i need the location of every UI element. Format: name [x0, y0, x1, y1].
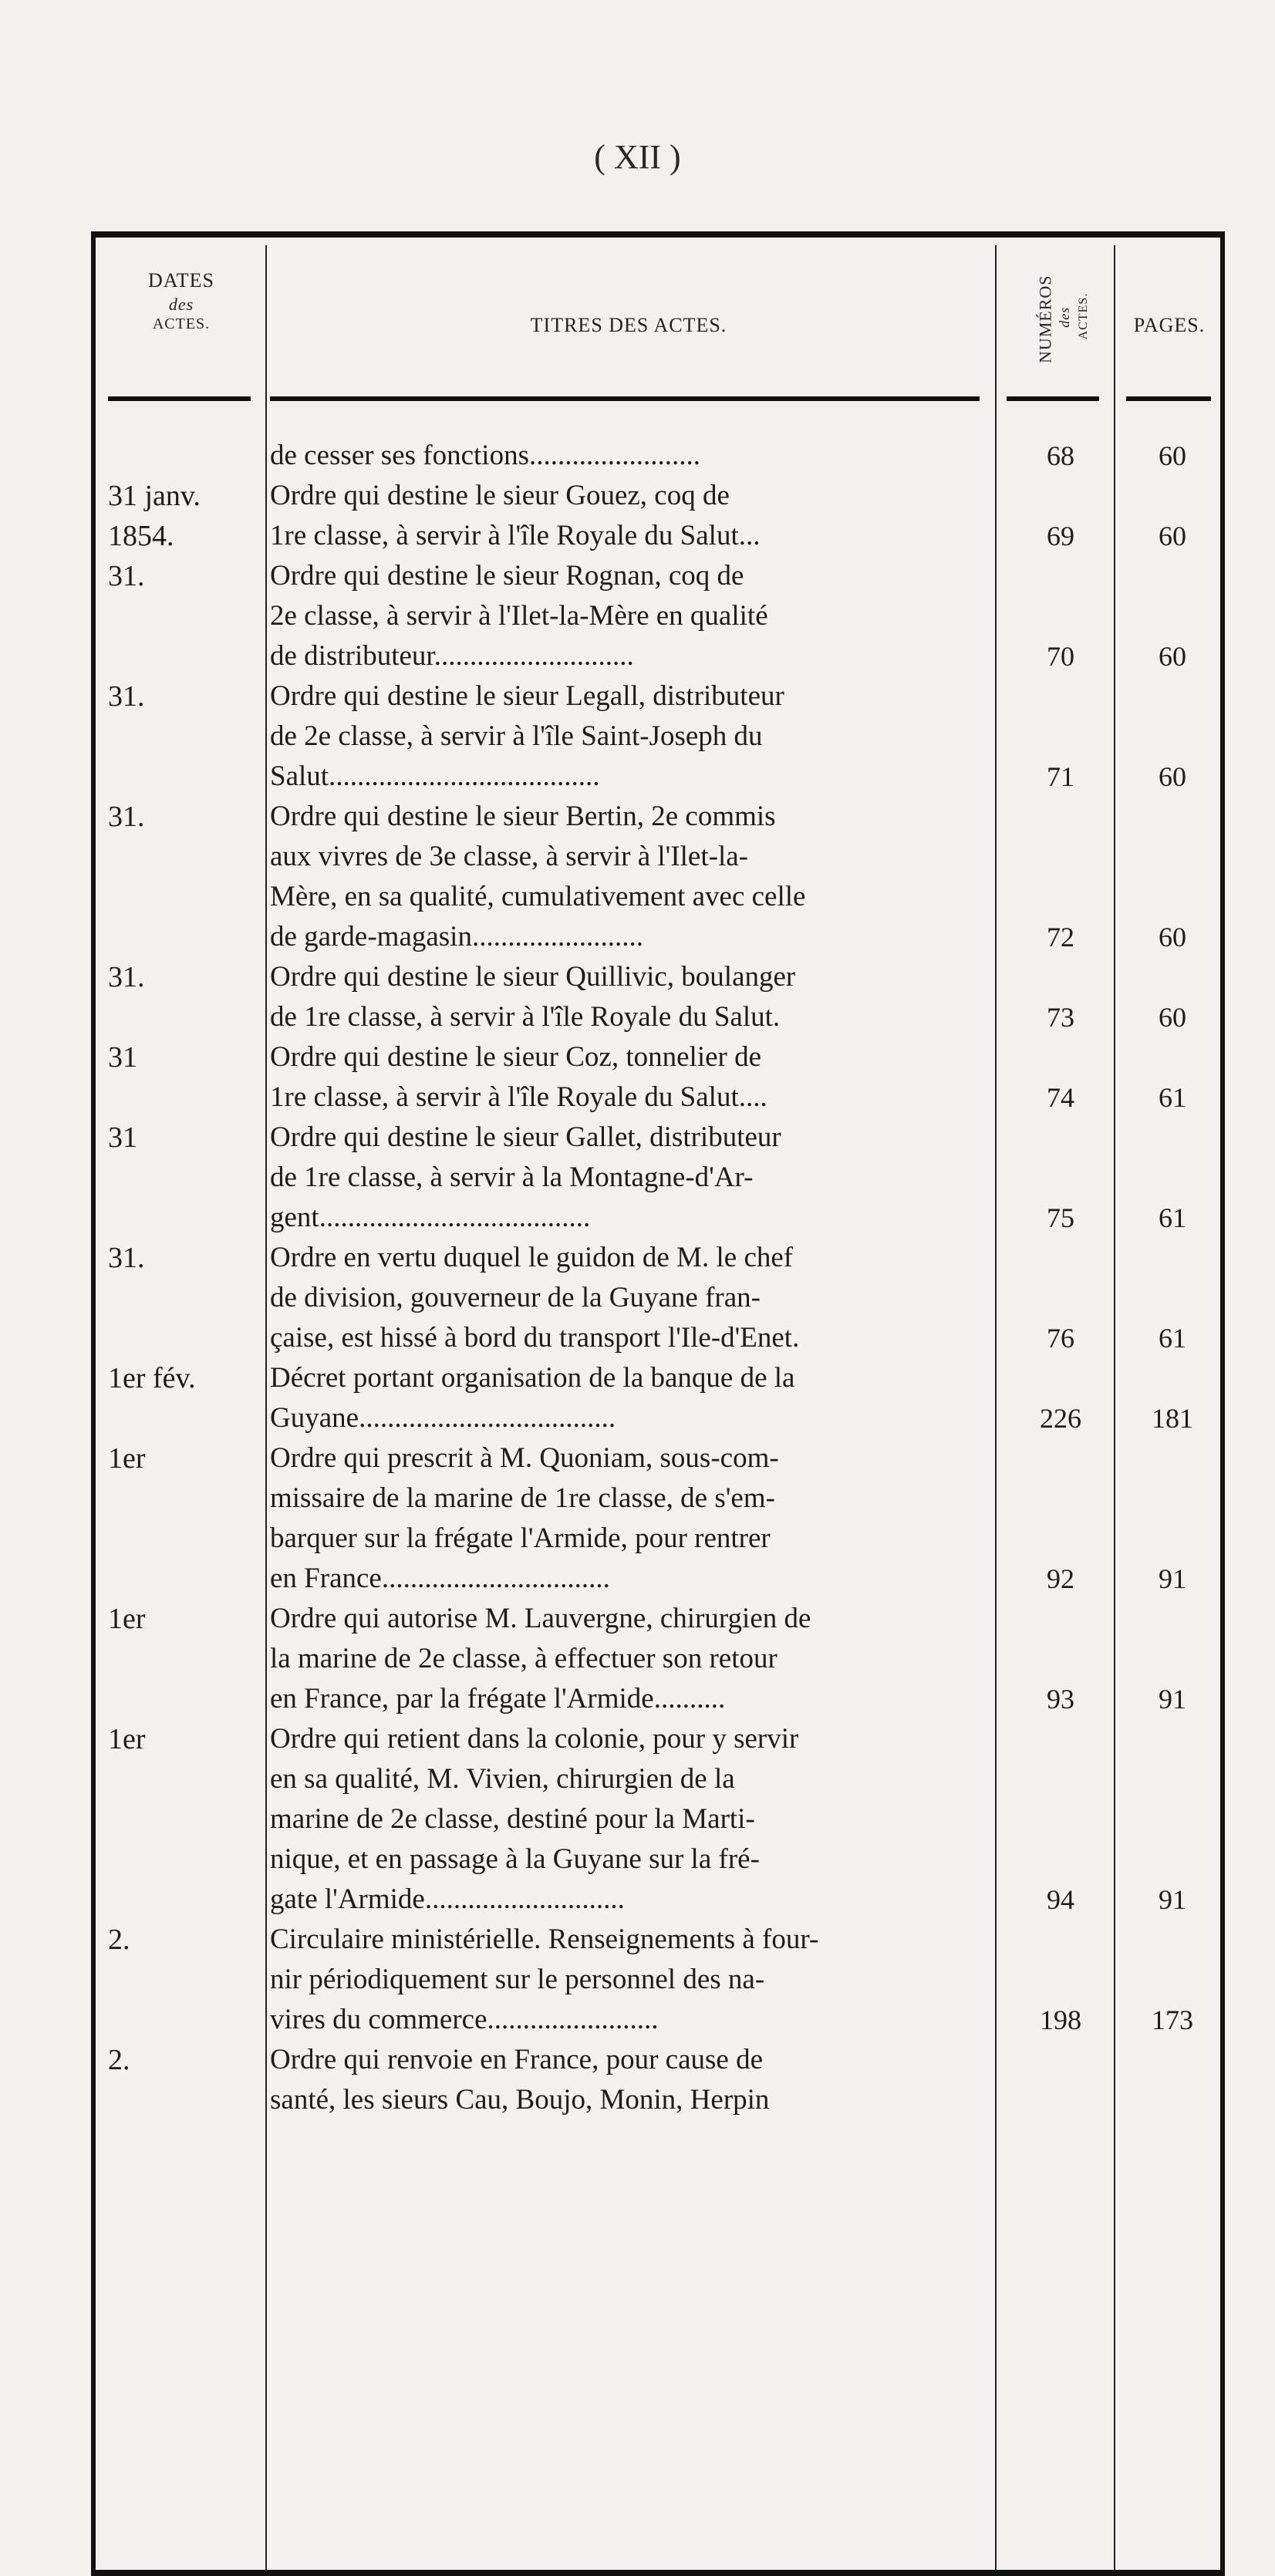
- rule-pages: [1126, 396, 1211, 401]
- entry-page: 91: [1159, 1563, 1186, 1594]
- entry-title-line: Ordre qui destine le sieur Bertin, 2e commis: [270, 801, 776, 832]
- entry-title-line: Ordre qui retient dans la colonie, pour y servir: [270, 1723, 799, 1755]
- entry-number: 76: [1047, 1323, 1074, 1354]
- entry-date: 31 janv. 1854.: [108, 480, 201, 552]
- entry-number: 73: [1047, 1002, 1074, 1033]
- entry-title-line: vires du commerce........................: [270, 2004, 659, 2035]
- entry-title: [270, 957, 980, 1037]
- entry-date: 1er: [108, 1442, 146, 1475]
- entry-title: [270, 676, 980, 797]
- entry-date: 2.: [108, 1924, 130, 1956]
- entry-title-line: de division, gouverneur de la Guyane fran-: [270, 1282, 761, 1313]
- entry-title-line: de distributeur............................: [270, 640, 634, 672]
- entry-title-line: aux vivres de 3e classe, à servir à l'Ilet-la-: [270, 841, 748, 872]
- entry-date: 2.: [108, 2044, 130, 2076]
- page-number: ( XII ): [594, 138, 681, 176]
- entry-title-line: Ordre qui autorise M. Lauvergne, chirurgien de: [270, 1603, 811, 1634]
- entry-date: 31: [108, 1121, 137, 1154]
- entry-title-line: nir périodiquement sur le personnel des na-: [270, 1964, 765, 1995]
- entry-title-line: de 1re classe, à servir à la Montagne-d'Ar-: [270, 1162, 754, 1193]
- entry-title-line: Ordre qui destine le sieur Rognan, coq de: [270, 560, 744, 592]
- entry-title-line: Guyane....................................: [270, 1402, 616, 1434]
- entry-title-line: de 1re classe, à servir à l'île Royale du Salut.: [270, 1001, 781, 1033]
- entry-title: [270, 1118, 980, 1238]
- entry-title-line: Ordre qui destine le sieur Coz, tonnelier de: [270, 1041, 762, 1073]
- entry-title-line: en France................................: [270, 1563, 610, 1594]
- header-dates-des: des: [168, 294, 194, 314]
- entry-title-line: Ordre qui destine le sieur Legall, distributeur: [270, 680, 784, 712]
- entry-title-line: Ordre qui prescrit à M. Quoniam, sous-com-: [270, 1442, 779, 1474]
- entry-date: 1er: [108, 1723, 146, 1755]
- entry-number: 198: [1040, 2004, 1081, 2035]
- entry-date: 31.: [108, 801, 145, 833]
- divider-dates: [265, 245, 267, 2571]
- entry-page: 61: [1159, 1082, 1186, 1113]
- entry-title-line: de 2e classe, à servir à l'île Saint-Joseph du: [270, 720, 763, 752]
- entry-number: 72: [1047, 922, 1074, 953]
- entry-page: 91: [1159, 1684, 1186, 1715]
- entry-title: [270, 797, 980, 957]
- header-numeros: [1007, 255, 1099, 386]
- entry-title-line: çaise, est hissé à bord du transport l'Ile-d'Enet.: [270, 1322, 800, 1354]
- entry-title-line: Ordre qui renvoie en France, pour cause de: [270, 2044, 764, 2075]
- entry-date: 31.: [108, 1242, 145, 1274]
- entry-title-line: Décret portant organisation de la banque de la: [270, 1362, 795, 1394]
- entry-date: 31.: [108, 680, 145, 713]
- entry-page: 60: [1159, 440, 1186, 471]
- entry-number: 74: [1047, 1082, 1074, 1113]
- entry-title-line: nique, et en passage à la Guyane sur la fré-: [270, 1843, 760, 1875]
- entry-number: 69: [1047, 521, 1074, 551]
- entry-title-line: en sa qualité, M. Vivien, chirurgien de la: [270, 1763, 735, 1795]
- entry-number: 92: [1047, 1563, 1074, 1594]
- header-numeros-label: NUMÉROS: [1035, 275, 1055, 364]
- entry-title-line: de cesser ses fonctions........................: [270, 440, 700, 471]
- entry-page: 173: [1152, 2004, 1193, 2035]
- entry-page: 60: [1159, 641, 1186, 672]
- entry-page: 91: [1159, 1884, 1186, 1915]
- entry-title-line: Salut......................................: [270, 760, 600, 792]
- entry-title-line: 1re classe, à servir à l'île Royale du Salut...: [270, 520, 761, 551]
- entry-page: 60: [1159, 922, 1186, 953]
- entry-date: 1er: [108, 1603, 146, 1635]
- entry-number: 93: [1047, 1684, 1074, 1715]
- entry-title-line: de garde-magasin........................: [270, 921, 643, 953]
- entry-title-line: Ordre qui destine le sieur Quillivic, boulanger: [270, 961, 796, 993]
- entry-title: [270, 1719, 980, 1920]
- header-numeros-des: des: [1056, 306, 1072, 328]
- entry-title: [270, 1238, 980, 1358]
- entry-date: 31: [108, 1041, 137, 1074]
- entry-title: [270, 1920, 980, 2040]
- entry-title: [270, 2040, 980, 2120]
- entry-title: [270, 1438, 980, 1599]
- entry-title-line: la marine de 2e classe, à effectuer son retour: [270, 1643, 777, 1674]
- entry-number: 75: [1047, 1202, 1074, 1233]
- entry-title-line: 2e classe, à servir à l'Ilet-la-Mère en qualité: [270, 600, 768, 632]
- entry-number: 226: [1040, 1403, 1081, 1434]
- entry-title-line: missaire de la marine de 1re classe, de s'em-: [270, 1482, 775, 1514]
- entry-page: 61: [1159, 1323, 1186, 1354]
- entry-title: [270, 1358, 980, 1438]
- entry-page: 60: [1159, 521, 1186, 551]
- entry-number: 94: [1047, 1884, 1074, 1915]
- entry-title: [270, 1599, 980, 1719]
- entry-title-line: 1re classe, à servir à l'île Royale du Salut....: [270, 1081, 767, 1113]
- entry-page: 60: [1159, 761, 1186, 792]
- entry-title-line: Ordre qui destine le sieur Gouez, coq de: [270, 480, 730, 511]
- entry-title-line: gent......................................: [270, 1202, 591, 1233]
- entry-number: 70: [1047, 641, 1074, 672]
- entry-date: 31.: [108, 560, 145, 592]
- entry-date: 31.: [108, 961, 145, 993]
- header-dates: [100, 268, 262, 334]
- entry-title-line: barquer sur la frégate l'Armide, pour rentrer: [270, 1522, 771, 1554]
- entry-page: 181: [1152, 1403, 1193, 1434]
- entry-title-line: en France, par la frégate l'Armide..........: [270, 1683, 726, 1715]
- rule-titres: [270, 396, 980, 401]
- entry-title-line: Mère, en sa qualité, cumulativement avec celle: [270, 881, 806, 912]
- rule-numeros: [1007, 396, 1099, 401]
- entry-title: [270, 1037, 980, 1118]
- entry-number: 68: [1047, 440, 1074, 471]
- header-titres: TITRES DES ACTES.: [530, 314, 727, 336]
- entry-title-line: Ordre qui destine le sieur Gallet, distributeur: [270, 1121, 781, 1153]
- entry-date: 1er fév.: [108, 1362, 196, 1394]
- entry-title: [270, 556, 980, 676]
- header-dates-label: DATES: [148, 269, 214, 292]
- entry-title-line: Circulaire ministérielle. Renseignements à four-: [270, 1924, 819, 1955]
- entry-title-line: Ordre en vertu duquel le guidon de M. le chef: [270, 1242, 794, 1273]
- entry-title: [270, 436, 980, 476]
- entry-page: 60: [1159, 1002, 1186, 1033]
- entry-title: [270, 476, 980, 556]
- header-dates-actes: ACTES.: [152, 315, 211, 332]
- entry-page: 61: [1159, 1202, 1186, 1233]
- header-pages: PAGES.: [1133, 314, 1206, 336]
- entry-title-line: gate l'Armide............................: [270, 1883, 625, 1915]
- rule-dates: [108, 396, 251, 401]
- entry-number: 71: [1047, 761, 1074, 792]
- header-numeros-actes: ACTES.: [1077, 292, 1090, 340]
- entry-title-line: santé, les sieurs Cau, Boujo, Monin, Herpin: [270, 2084, 770, 2116]
- entry-title-line: marine de 2e classe, destiné pour la Marti-: [270, 1803, 755, 1835]
